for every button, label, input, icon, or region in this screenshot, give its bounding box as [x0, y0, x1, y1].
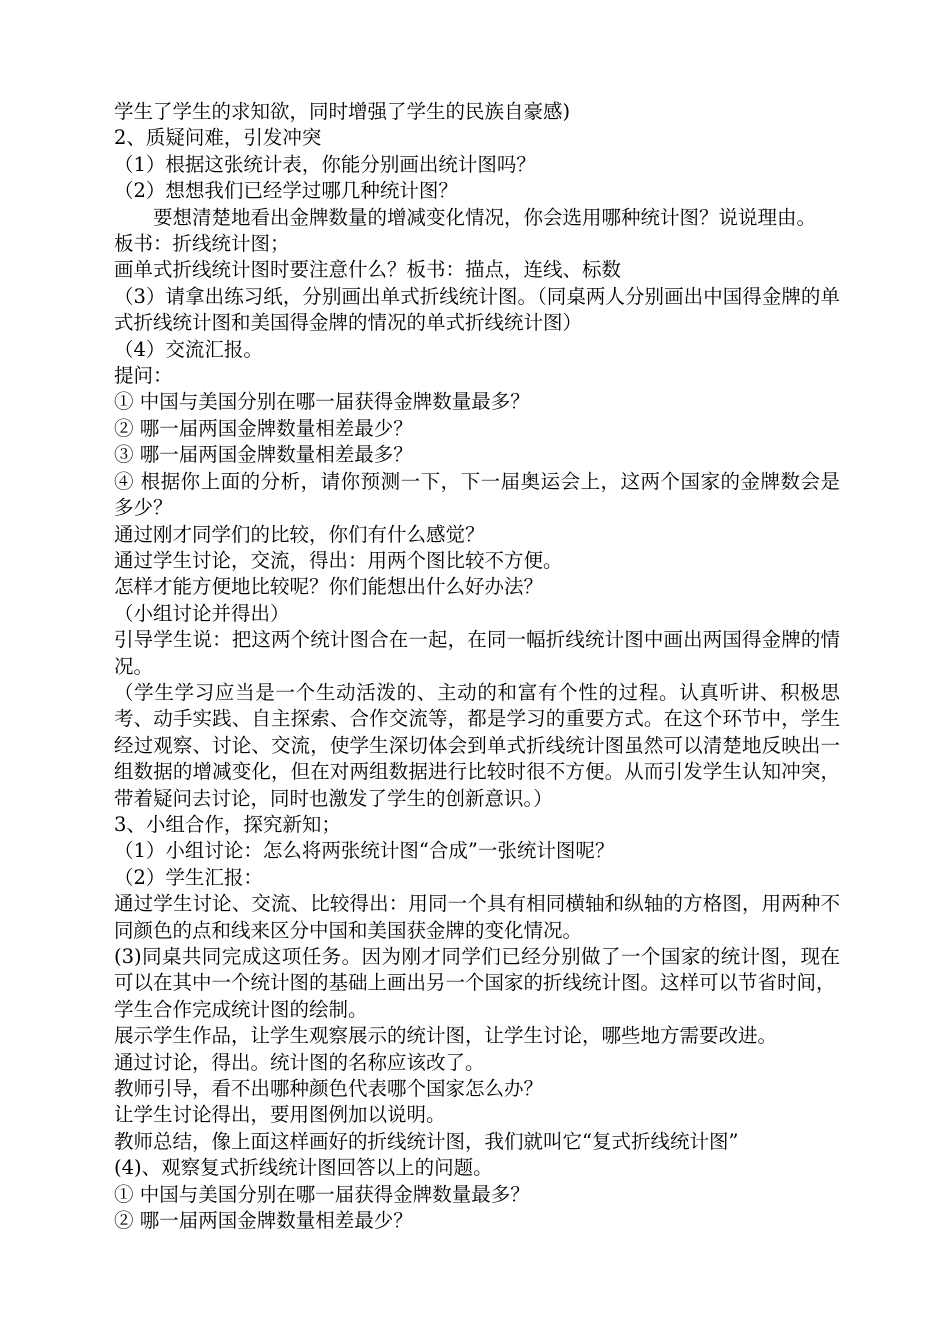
paragraph: 让学生讨论得出，要用图例加以说明。 [114, 1103, 446, 1127]
paragraph: （3）请拿出练习纸，分别画出单式折线统计图。（同桌两人分别画出中国得金牌的单式折线统计图和美国得金牌的情况的单式折线统计图） [114, 284, 840, 335]
section-heading: 3、小组合作，探究新知； [114, 812, 341, 836]
paragraph: （学生学习应当是一个生动活泼的、主动的和富有个性的过程。认真听讲、积极思考、动手实践、自主探索、合作交流等，都是学习的重要方式。在这个环节中，学生经过观察、讨论、交流，使学生深切体会到单式折线统计图虽然可以清楚地反映出一组数据的增减变化，但在对两组数据进行比较时很不方便。从而引发学生认知冲突，带着疑问去讨论，同时也激发了学生的创新意识。） [114, 680, 840, 810]
paragraph: （2）想想我们已经学过哪几种统计图？ [114, 179, 458, 203]
paragraph: （小组讨论并得出） [114, 601, 290, 625]
paragraph: 引导学生说：把这两个统计图合在一起，在同一幅折线统计图中画出两国得金牌的情况。 [114, 628, 840, 678]
paragraph: 怎样才能方便地比较呢？你们能想出什么好办法？ [114, 575, 544, 599]
document-page [114, 99, 840, 1234]
paragraph: 要想清楚地看出金牌数量的增减变化情况，你会选用哪种统计图？说说理由。 [153, 205, 817, 229]
question-item: ③ 哪一届两国金牌数量相差最多？ [114, 443, 413, 467]
section-heading: 2、质疑问难，引发冲突 [114, 126, 322, 150]
paragraph: (3)同桌共同完成这项任务。因为刚才同学们已经分别做了一个国家的统计图，现在可以在其中一个统计图的基础上画出另一个国家的折线统计图。这样可以节省时间， [114, 945, 840, 995]
paragraph: 画单式折线统计图时要注意什么？板书：描点，连线、标数 [114, 258, 622, 282]
paragraph: 教师引导，看不出哪种颜色代表哪个国家怎么办？ [114, 1077, 544, 1101]
paragraph: （1）根据这张统计表，你能分别画出统计图吗？ [114, 152, 536, 176]
paragraph: 提问： [114, 364, 173, 388]
paragraph: 学生了学生的求知欲，同时增强了学生的民族自豪感) [114, 100, 571, 123]
paragraph: (4)、观察复式折线统计图回答以上的问题。 [114, 1156, 493, 1180]
paragraph: 学生合作完成统计图的绘制。 [114, 997, 368, 1021]
paragraph: （1）小组讨论：怎么将两张统计图“合成”一张统计图呢？ [114, 839, 615, 863]
paragraph: 通过刚才同学们的比较，你们有什么感觉？ [114, 522, 485, 546]
paragraph: 通过学生讨论，交流，得出：用两个图比较不方便。 [114, 548, 563, 572]
question-item: ④ 根据你上面的分析，请你预测一下，下一届奥运会上，这两个国家的金牌数会是多少？ [114, 469, 840, 520]
paragraph: （4）交流汇报。 [114, 337, 263, 361]
paragraph: 通过讨论，得出。统计图的名称应该改了。 [114, 1050, 485, 1074]
paragraph: 教师总结，像上面这样画好的折线统计图，我们就叫它“复式折线统计图” [114, 1129, 739, 1153]
question-item: ① 中国与美国分别在哪一届获得金牌数量最多？ [114, 390, 530, 414]
paragraph: 板书：折线统计图； [114, 232, 290, 256]
question-item: ① 中国与美国分别在哪一届获得金牌数量最多？ [114, 1182, 530, 1206]
paragraph: 展示学生作品，让学生观察展示的统计图，让学生讨论，哪些地方需要改进。 [114, 1024, 778, 1048]
paragraph: 通过学生讨论、交流、比较得出：用同一个具有相同横轴和纵轴的方格图，用两种不同颜色的点和线来区分中国和美国获金牌的变化情况。 [114, 892, 840, 942]
question-item: ② 哪一届两国金牌数量相差最少？ [114, 1209, 413, 1233]
paragraph: （2）学生汇报： [114, 865, 263, 889]
question-item: ② 哪一届两国金牌数量相差最少？ [114, 416, 413, 440]
